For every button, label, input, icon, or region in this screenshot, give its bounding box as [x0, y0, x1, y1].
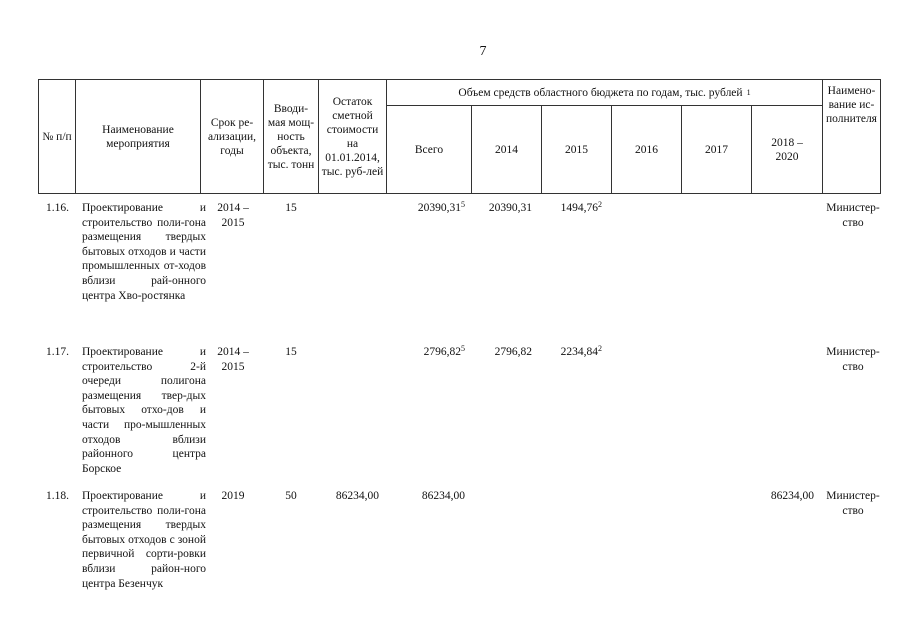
header-bottom-border [38, 193, 881, 194]
header-2015 [542, 106, 611, 193]
row-2015-footnote: 2 [598, 344, 602, 353]
header-term [201, 80, 263, 193]
row-2018-2020: 86234,00 [770, 490, 814, 502]
row-number: 1.18. [46, 490, 69, 502]
row-name: Проектирование и строительство поли-гона размещения твердых бытовых отходов с зоной первичной сорти-ровки вблизи район-ного центра Безенчук [82, 490, 206, 590]
row-executor: Министер-ство [826, 490, 880, 517]
row-term: 2014 – 2015 [217, 346, 249, 373]
row-total [387, 201, 465, 216]
row-name: Проектирование и строительство 2-й очереди полигона размещения твер-дых бытовых отхо-дов и части про-мышленных отходов вблизи районного центра Борское [82, 346, 206, 475]
row-executor: Министер-ство [826, 202, 880, 229]
row-number: 1.17. [46, 346, 69, 358]
row-total-value: 20390,31 [417, 202, 461, 214]
row-2015-value: 1494,76 [560, 202, 598, 214]
row-total-footnote: 5 [461, 200, 465, 209]
row-total-footnote: 5 [461, 344, 465, 353]
header-2014 [472, 106, 541, 193]
row-number: 1.16. [46, 202, 69, 214]
row-2015-footnote: 2 [598, 200, 602, 209]
row-total-value: 86234,00 [421, 490, 465, 502]
header-2015-label: 2015 [565, 143, 588, 156]
header-name [76, 80, 200, 193]
header-total-label: Всего [414, 143, 444, 156]
header-2014-label: 2014 [495, 143, 518, 156]
row-remainder: 86234,00 [335, 490, 379, 502]
header-num [39, 80, 75, 193]
row-2015-value: 2234,84 [560, 346, 598, 358]
header-executor [823, 80, 880, 130]
header-num-label: № п/п [42, 130, 72, 143]
row-2015 [542, 201, 602, 216]
row-name: Проектирование и строительство поли-гона размещения твердых бытовых отходов и части промышленных от-ходов вблизи рай-онного центра Хво-ростянка [82, 202, 206, 302]
header-budget-group: Объем средств областного бюджета по годам, тыс. рублей 1 [458, 86, 751, 99]
row-2015 [542, 345, 602, 360]
row-total-value: 2796,82 [423, 346, 461, 358]
header-capacity-label: Вводи-мая мощ-ность объекта, тыс. тонн [267, 102, 315, 171]
header-total [387, 106, 471, 193]
row-term: 2014 – 2015 [217, 202, 249, 229]
header-2016 [612, 106, 681, 193]
row-capacity: 50 [285, 490, 297, 502]
row-capacity: 15 [285, 346, 297, 358]
header-remainder-label: Остаток сметной стоимости на 01.01.2014, тыс. руб-лей [321, 95, 384, 178]
col-divider [880, 79, 881, 194]
row-2014: 2796,82 [494, 346, 532, 358]
row-capacity: 15 [285, 202, 297, 214]
row-total [387, 489, 465, 504]
row-executor: Министер-ство [826, 346, 880, 373]
header-2018-2020 [752, 106, 822, 193]
page-number: 7 [479, 44, 487, 59]
header-budget-group-label: Объем средств областного бюджета по годам, тыс. рублей [458, 86, 743, 99]
header-term-label: Срок ре-ализации, годы [207, 116, 257, 157]
header-2017-label: 2017 [705, 143, 728, 156]
header-2016-label: 2016 [635, 143, 658, 156]
row-total [387, 345, 465, 360]
row-2014: 20390,31 [488, 202, 532, 214]
header-remainder [319, 80, 386, 193]
header-capacity [264, 80, 318, 193]
header-name-label: Наименование мероприятия [102, 123, 174, 150]
row-term: 2019 [221, 490, 245, 502]
header-executor-label: Наимено-вание ис-полнителя [826, 85, 877, 125]
header-2017 [682, 106, 751, 193]
header-2018-2020-label: 2018 – 2020 [771, 136, 803, 163]
